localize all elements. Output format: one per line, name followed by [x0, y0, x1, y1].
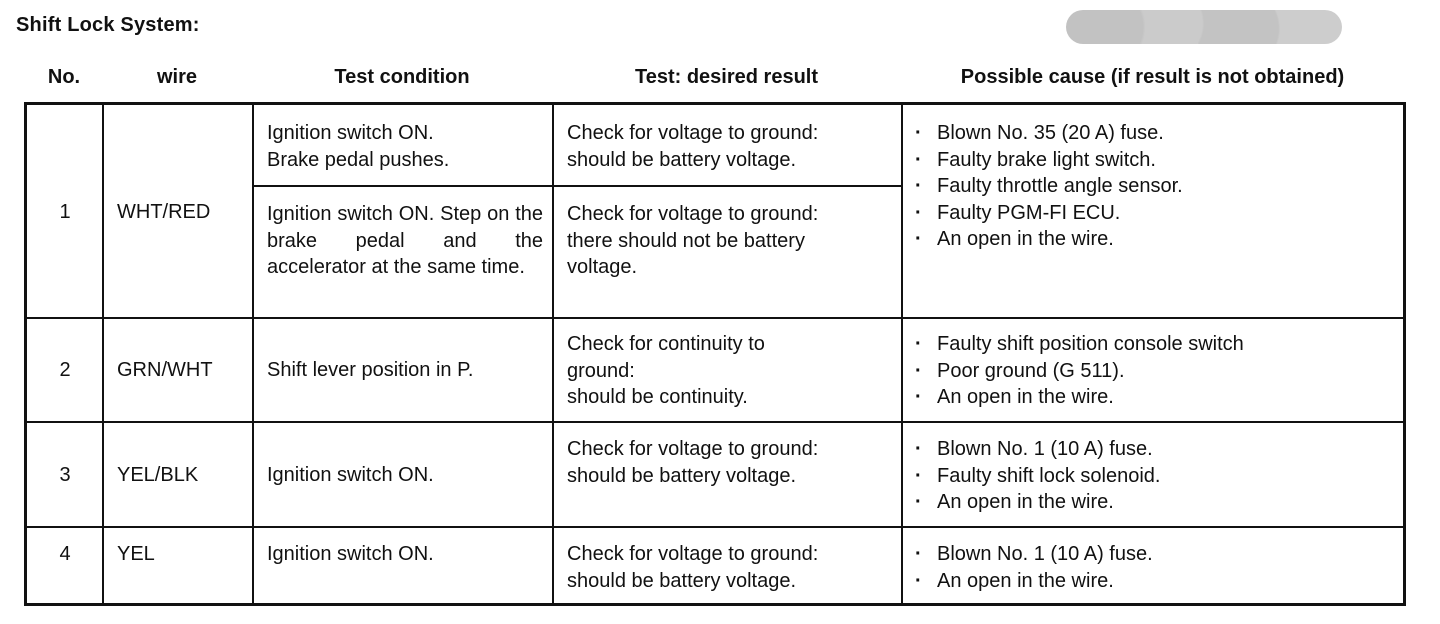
list-item: · An open in the wire.: [915, 226, 1183, 253]
list-item: · Blown No. 35 (20 A) fuse.: [915, 120, 1183, 147]
list-item: · Faulty shift position console switch: [915, 331, 1244, 358]
list-item: · Poor ground (G 511).: [915, 358, 1244, 385]
list-item: · Faulty brake light switch.: [915, 147, 1183, 174]
row-4-result: Check for voltage to ground: should be battery voltage.: [567, 543, 819, 592]
header-test-condition: Test condition: [334, 66, 470, 88]
row-4-wire: YEL: [117, 543, 155, 565]
row-3-condition: Ignition switch ON.: [267, 464, 434, 486]
row-2-number: 2: [59, 359, 71, 381]
row-2-condition: Shift lever position in P.: [267, 359, 474, 381]
table-column-divider: [102, 105, 104, 603]
row-2-result: Check for continuity to ground: should be continuity.: [567, 333, 765, 408]
header-no: No.: [47, 66, 81, 88]
row-3-cause-list: [915, 436, 1160, 516]
row-3-number: 3: [59, 464, 71, 486]
smudged-stamp: [1066, 10, 1342, 44]
shift-lock-table: [24, 102, 1406, 606]
row-1-test-2-condition: Ignition switch ON. Step on the brake pedal and the accelerator at the same time.: [267, 203, 543, 278]
row-4-number: 4: [59, 543, 71, 565]
list-item: · An open in the wire.: [915, 568, 1153, 595]
table-row-divider: [27, 317, 1403, 319]
table-column-divider: [252, 105, 254, 603]
row-2-cause-list: [915, 331, 1244, 411]
row-4-cause-list: [915, 541, 1153, 594]
row-3-wire: YEL/BLK: [117, 464, 199, 486]
document-title: Shift Lock System:: [16, 14, 200, 36]
list-item: · Blown No. 1 (10 A) fuse.: [915, 436, 1160, 463]
list-item: · Faulty PGM-FI ECU.: [915, 200, 1183, 227]
list-item: · Faulty throttle angle sensor.: [915, 173, 1183, 200]
table-row-divider: [27, 421, 1403, 423]
row-1-number: 1: [59, 201, 71, 223]
row-1-subdivider: [252, 185, 903, 187]
row-3-result: Check for voltage to ground: should be battery voltage.: [567, 438, 819, 487]
row-1-cause-list: [915, 120, 1183, 253]
row-4-condition: Ignition switch ON.: [267, 543, 434, 565]
table-column-divider: [901, 105, 903, 603]
list-item: · An open in the wire.: [915, 384, 1244, 411]
table-column-divider: [552, 105, 554, 603]
header-wire: wire: [156, 66, 198, 88]
table-row-divider: [27, 526, 1403, 528]
list-item: · Faulty shift lock solenoid.: [915, 463, 1160, 490]
row-1-test-1-result: Check for voltage to ground: should be battery voltage.: [567, 122, 819, 171]
row-1-test-1-condition: Ignition switch ON. Brake pedal pushes.: [267, 122, 450, 171]
header-desired-result: Test: desired result: [634, 66, 819, 88]
row-1-test-2-result: Check for voltage to ground: there should not be battery voltage.: [567, 203, 819, 278]
list-item: · An open in the wire.: [915, 489, 1160, 516]
header-possible-cause: Possible cause (if result is not obtained): [960, 66, 1345, 88]
row-1-wire: WHT/RED: [117, 201, 211, 223]
row-2-wire: GRN/WHT: [117, 359, 213, 381]
list-item: · Blown No. 1 (10 A) fuse.: [915, 541, 1153, 568]
